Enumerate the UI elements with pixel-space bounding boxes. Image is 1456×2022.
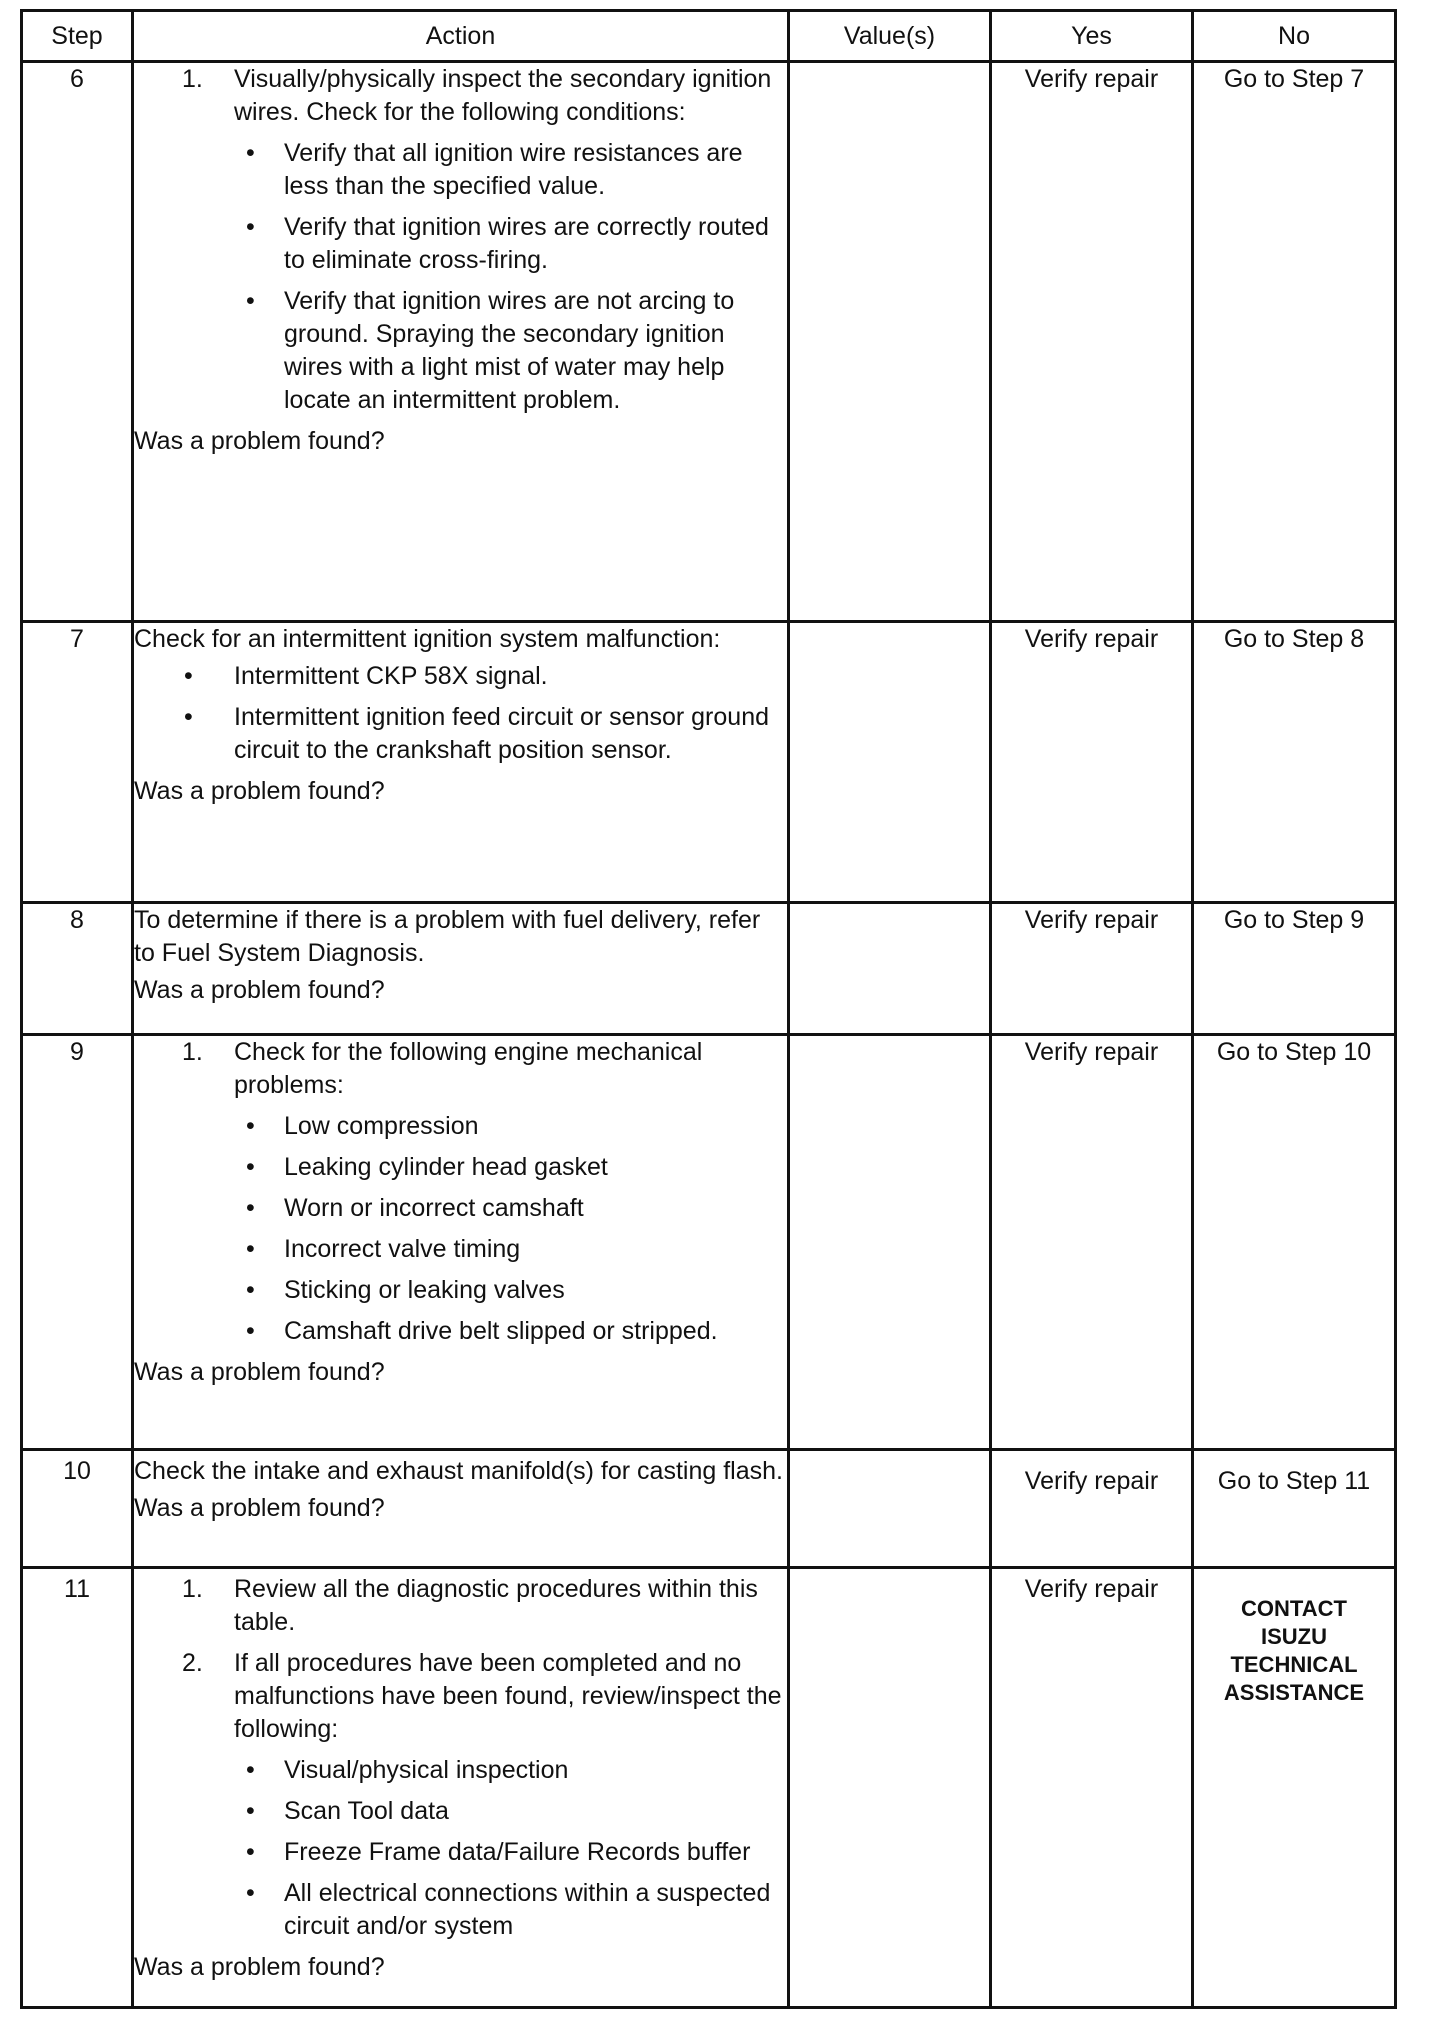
- list-item-text: Leaking cylinder head gasket: [284, 1153, 608, 1181]
- no-cell: Go to Step 11: [1193, 1450, 1396, 1568]
- list-item-text: Low compression: [284, 1112, 479, 1140]
- intro-text: Check the intake and exhaust manifold(s) for casting flash.: [134, 1457, 783, 1485]
- value-cell: [789, 62, 991, 622]
- bullet-icon: •: [246, 1276, 255, 1304]
- bullet-list: [134, 660, 787, 767]
- bullet-icon: •: [246, 1112, 255, 1140]
- numbered-item: [134, 63, 787, 129]
- yes-cell: Verify repair: [991, 62, 1193, 622]
- list-item-text: Camshaft drive belt slipped or stripped.: [284, 1317, 718, 1345]
- step-number: 10: [22, 1450, 133, 1568]
- diagnostic-table: [20, 9, 1397, 2009]
- bullet-icon: •: [246, 213, 255, 241]
- yes-cell: Verify repair: [991, 622, 1193, 903]
- bullet-icon: •: [246, 1756, 255, 1784]
- list-item-text: Sticking or leaking valves: [284, 1276, 565, 1304]
- numbered-item: [134, 1573, 787, 1639]
- bullet-icon: •: [184, 662, 193, 690]
- list-item: [234, 1233, 787, 1266]
- no-cell: Go to Step 8: [1193, 622, 1396, 903]
- bullet-icon: •: [246, 1194, 255, 1222]
- list-item-text: Freeze Frame data/Failure Records buffer: [284, 1838, 751, 1866]
- question-text: Was a problem found?: [134, 1358, 385, 1386]
- header-no: No: [1193, 11, 1396, 62]
- question-text: Was a problem found?: [134, 777, 385, 805]
- action-cell: [133, 622, 789, 903]
- list-item-text: Incorrect valve timing: [284, 1235, 521, 1263]
- list-item: [234, 1274, 787, 1307]
- action-cell: [133, 62, 789, 622]
- table-row-step-9: [22, 1035, 1396, 1450]
- no-cell: Go to Step 9: [1193, 903, 1396, 1035]
- table-row-step-11: [22, 1568, 1396, 2008]
- list-item: [234, 1192, 787, 1225]
- contact-line: ASSISTANCE: [1223, 1680, 1365, 1705]
- bullet-list: [234, 137, 787, 417]
- item-number: 1.: [182, 1038, 203, 1066]
- list-item-text: Verify that ignition wires are correctly routed to eliminate cross-firing.: [284, 213, 769, 274]
- bullet-list: [234, 1110, 787, 1348]
- item-text: Visually/physically inspect the secondary ignition wires. Check for the following conditions:: [234, 65, 772, 126]
- bullet-icon: •: [246, 139, 255, 167]
- list-item: [234, 211, 787, 277]
- intro-text: Check for an intermittent ignition system malfunction:: [134, 625, 721, 653]
- action-cell: [133, 1450, 789, 1568]
- header-action: Action: [133, 11, 789, 62]
- step-number: 9: [22, 1035, 133, 1450]
- table-row-step-10: [22, 1450, 1396, 1568]
- list-item: [234, 1795, 787, 1828]
- question-text: Was a problem found?: [134, 427, 385, 455]
- intro-text: To determine if there is a problem with fuel delivery, refer to Fuel System Diagnosis.: [134, 906, 761, 967]
- list-item-text: Intermittent ignition feed circuit or sensor ground circuit to the crankshaft position sensor.: [234, 703, 769, 764]
- no-cell: Go to Step 10: [1193, 1035, 1396, 1450]
- numbered-item: [134, 1647, 787, 1746]
- item-number: 2.: [182, 1649, 203, 1677]
- yes-cell: Verify repair: [991, 1035, 1193, 1450]
- list-item-text: Scan Tool data: [284, 1797, 449, 1825]
- list-item-text: Verify that ignition wires are not arcing to ground. Spraying the secondary ignition wires with a light mist of water may help locate an intermittent problem.: [284, 287, 735, 414]
- step-number: 7: [22, 622, 133, 903]
- list-item: [134, 660, 787, 693]
- value-cell: [789, 1450, 991, 1568]
- bullet-list: [234, 1754, 787, 1943]
- list-item: [234, 285, 787, 417]
- list-item-text: Verify that all ignition wire resistances are less than the specified value.: [284, 139, 743, 200]
- bullet-icon: •: [246, 1797, 255, 1825]
- value-cell: [789, 1568, 991, 2008]
- action-cell: [133, 903, 789, 1035]
- value-cell: [789, 622, 991, 903]
- value-cell: [789, 1035, 991, 1450]
- value-cell: [789, 903, 991, 1035]
- item-number: 1.: [182, 1575, 203, 1603]
- item-text: Review all the diagnostic procedures within this table.: [234, 1575, 758, 1636]
- yes-cell: Verify repair: [991, 903, 1193, 1035]
- no-cell: Go to Step 7: [1193, 62, 1396, 622]
- table-row-step-8: [22, 903, 1396, 1035]
- list-item: [234, 137, 787, 203]
- bullet-icon: •: [184, 703, 193, 731]
- question-text: Was a problem found?: [134, 1953, 385, 1981]
- step-number: 6: [22, 62, 133, 622]
- table-row-step-6: [22, 62, 1396, 622]
- item-number: 1.: [182, 65, 203, 93]
- contact-line: TECHNICAL: [1230, 1652, 1358, 1677]
- no-cell: [1193, 1568, 1396, 2008]
- bullet-icon: •: [246, 1879, 255, 1907]
- list-item: [234, 1110, 787, 1143]
- list-item: [234, 1836, 787, 1869]
- item-text: If all procedures have been completed and no malfunctions have been found, review/inspect the following:: [234, 1649, 782, 1743]
- bullet-icon: •: [246, 1235, 255, 1263]
- list-item: [234, 1754, 787, 1787]
- bullet-icon: •: [246, 1317, 255, 1345]
- list-item: [134, 701, 787, 767]
- list-item-text: Intermittent CKP 58X signal.: [234, 662, 548, 690]
- list-item: [234, 1877, 787, 1943]
- list-item-text: Visual/physical inspection: [284, 1756, 569, 1784]
- action-cell: [133, 1568, 789, 2008]
- item-text: Check for the following engine mechanical problems:: [234, 1038, 703, 1099]
- step-number: 11: [22, 1568, 133, 2008]
- contact-line: ISUZU: [1261, 1624, 1327, 1649]
- contact-line: CONTACT: [1241, 1596, 1347, 1621]
- header-row: [22, 11, 1396, 62]
- yes-cell: Verify repair: [991, 1568, 1193, 2008]
- step-number: 8: [22, 903, 133, 1035]
- action-cell: [133, 1035, 789, 1450]
- question-text: Was a problem found?: [134, 976, 385, 1004]
- list-item: [234, 1315, 787, 1348]
- list-item-text: Worn or incorrect camshaft: [284, 1194, 584, 1222]
- yes-cell: Verify repair: [991, 1450, 1193, 1568]
- bullet-icon: •: [246, 1838, 255, 1866]
- header-step: Step: [22, 11, 133, 62]
- bullet-icon: •: [246, 287, 255, 315]
- header-yes: Yes: [991, 11, 1193, 62]
- numbered-item: [134, 1036, 787, 1102]
- question-text: Was a problem found?: [134, 1494, 385, 1522]
- list-item-text: All electrical connections within a suspected circuit and/or system: [284, 1879, 771, 1940]
- header-values: Value(s): [789, 11, 991, 62]
- bullet-icon: •: [246, 1153, 255, 1181]
- table-row-step-7: [22, 622, 1396, 903]
- list-item: [234, 1151, 787, 1184]
